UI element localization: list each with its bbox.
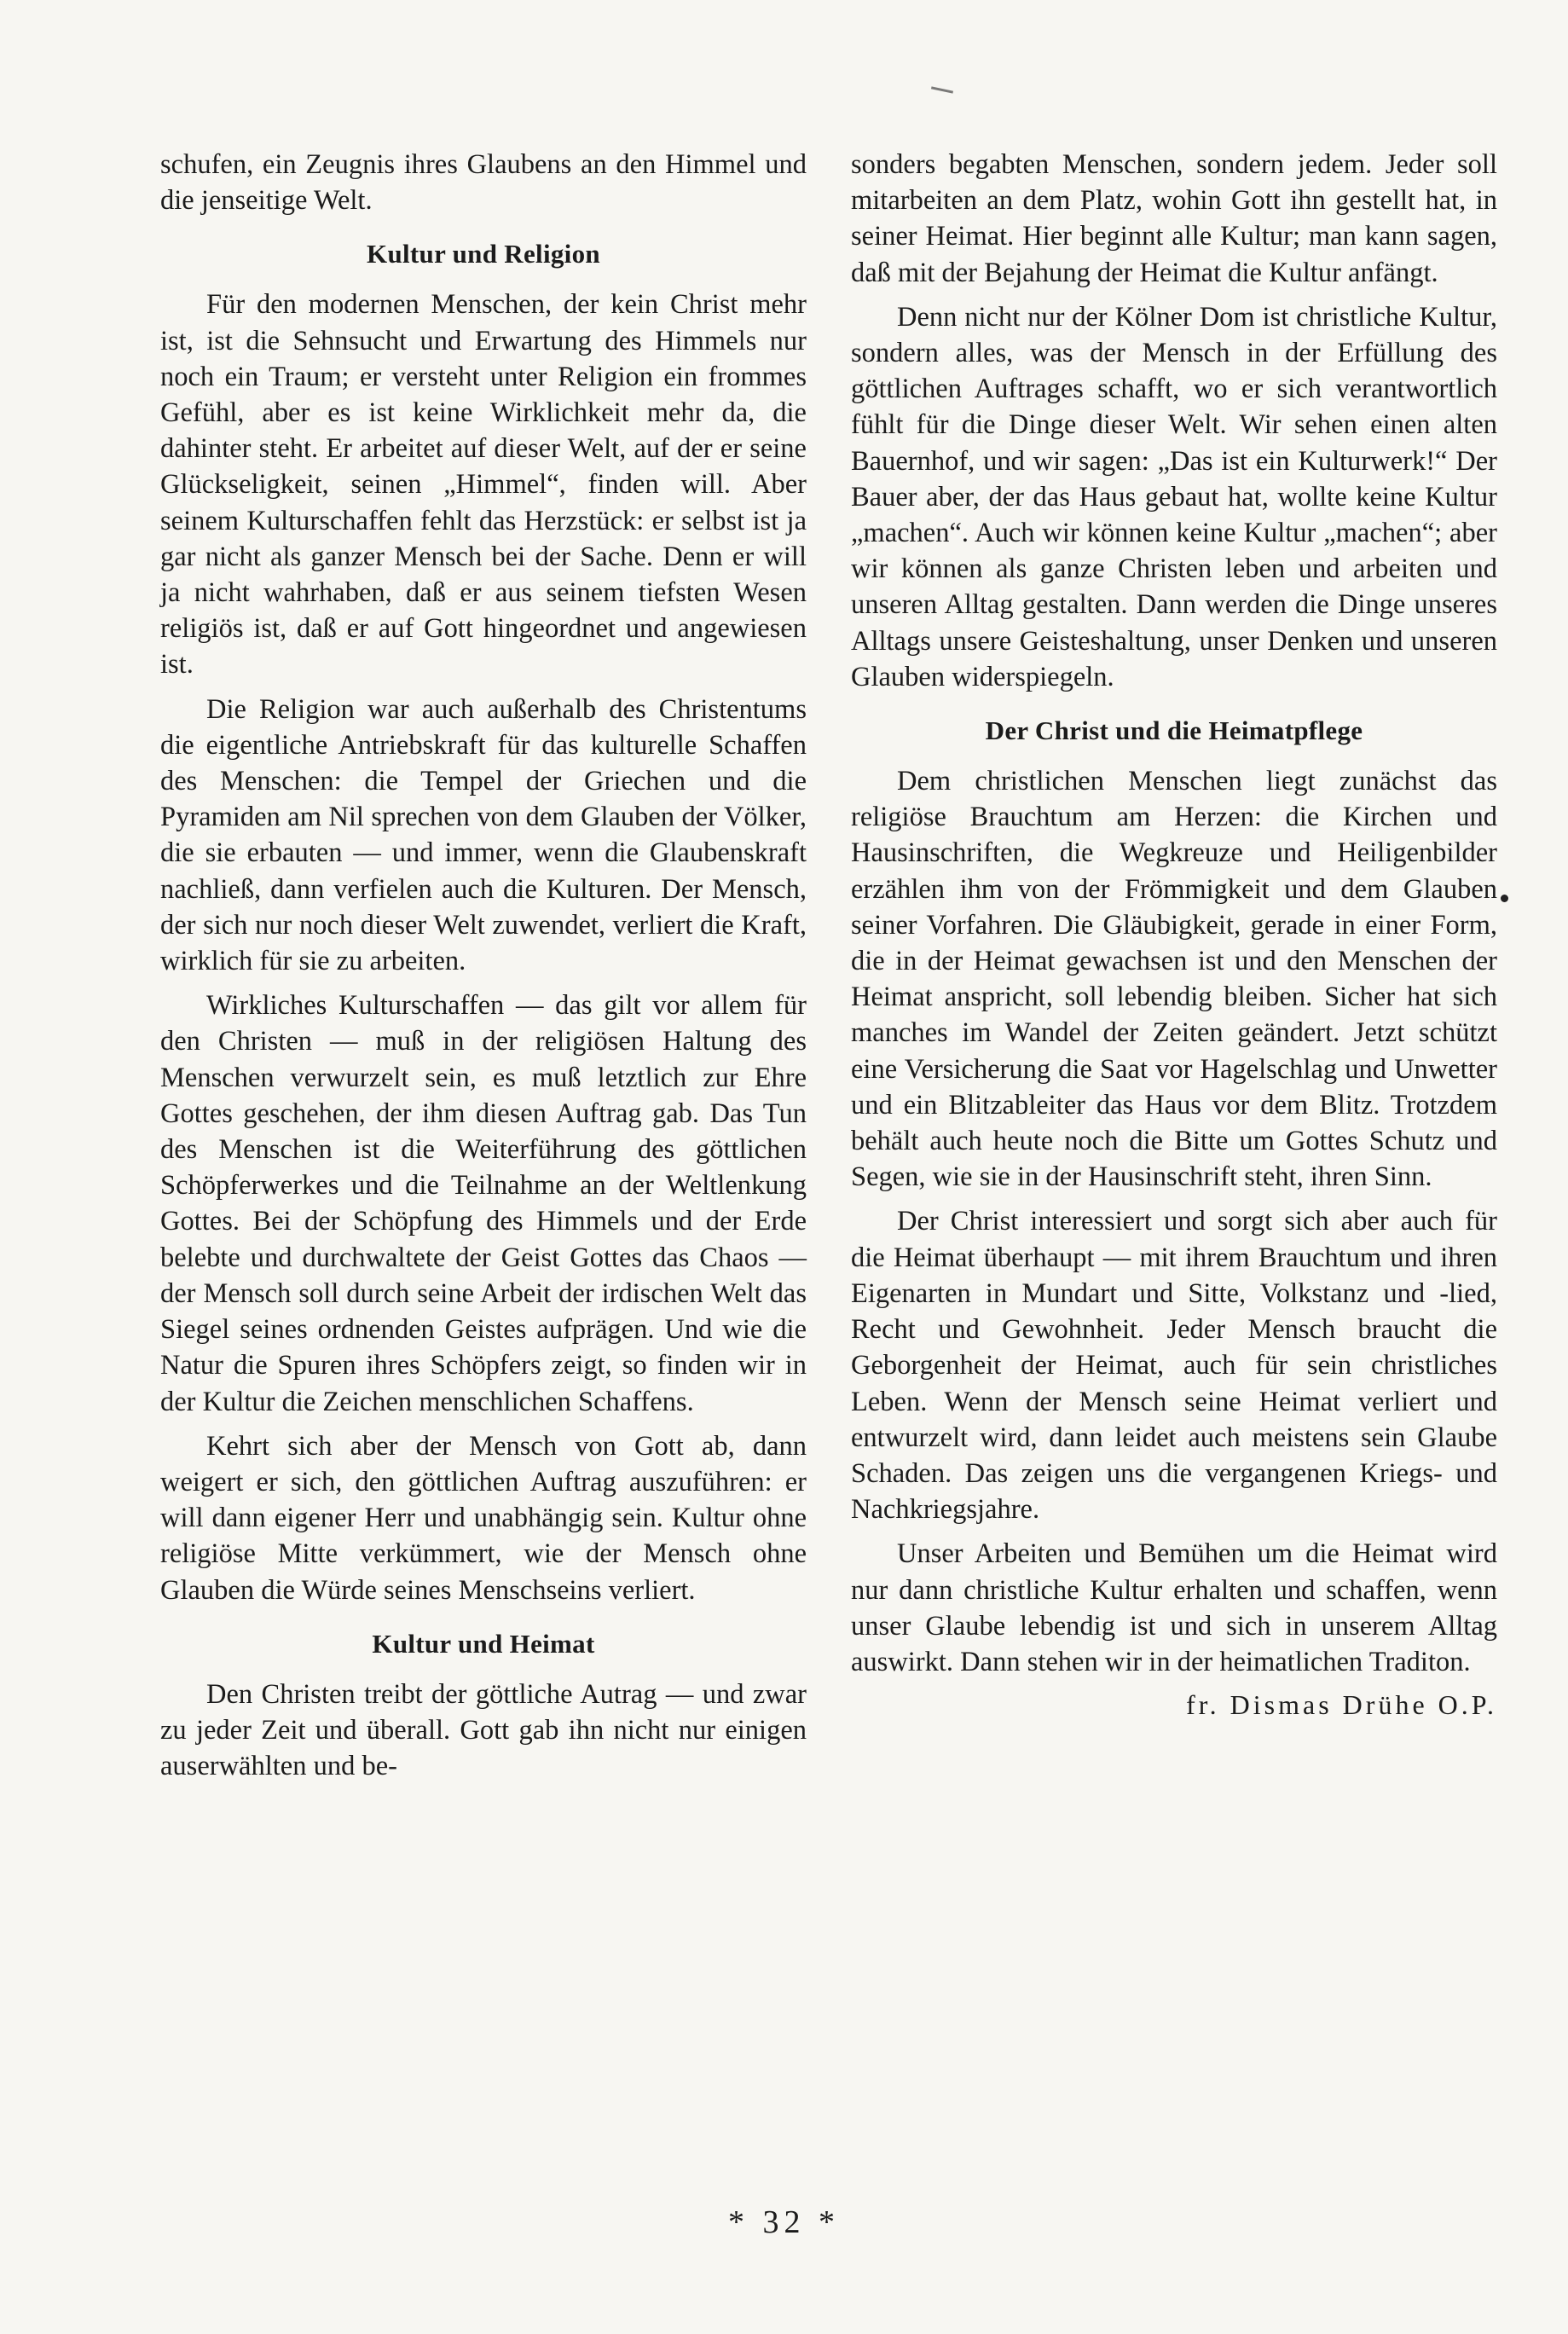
print-mark: [931, 86, 953, 93]
paragraph: schufen, ein Zeugnis ihres Glaubens an den Himmel und die jenseitige Welt.: [160, 149, 807, 217]
left-column: [160, 147, 807, 1784]
section-heading-christ-heimatpflege: Der Christ und die Heimatpflege: [985, 715, 1363, 746]
author-signature: fr. Dismas Drühe O.P.: [1186, 1689, 1497, 1721]
section-heading-kultur-und-religion: Kultur und Religion: [367, 239, 600, 269]
paragraph: Kehrt sich aber der Mensch von Gott ab, dann weigert er sich, den göttlichen Auftrag auszuführen: er will dann eigener Herr und unabhängig sein. Kultur ohne religiöse Mitte verkümmert, wie der Mensch ohne Glauben die Würde seines Menschseins verliert.: [160, 1430, 807, 1606]
section-heading-kultur-und-heimat: Kultur und Heimat: [372, 1628, 595, 1659]
paragraph: sonders begabten Menschen, sondern jedem. Jeder soll mitarbeiten an dem Platz, wohin Gott ihn gestellt hat, in seiner Heimat. Hier beginnt alle Kultur; man kann sagen, daß mit der Bejahung der Heimat die Kultur anfängt.: [851, 149, 1497, 288]
paragraph: Für den modernen Menschen, der kein Christ mehr ist, ist die Sehnsucht und Erwartung des Himmels nur noch ein Traum; er versteht unter Religion ein frommes Gefühl, aber es ist keine Wirklichkeit mehr da, die dahinter steht. Er arbeitet auf dieser Welt, auf der er seine Glückseligkeit, seinen „Himmel“, finden will. Aber seinem Kulturschaffen fehlt das Herzstück: er selbst ist ja gar nicht als ganzer Mensch bei der Sache. Denn er will ja nicht wahrhaben, daß er aus seinem tiefsten Wesen religiös ist, daß er auf Gott hingeordnet und angewiesen ist.: [160, 289, 807, 681]
paragraph: Unser Arbeiten und Bemühen um die Heimat wird nur dann christliche Kultur erhalten und schaffen, wenn unser Glaube lebendig ist und sich in unserem Alltag auswirkt. Dann stehen wir in der heimatlichen Traditon.: [851, 1538, 1497, 1677]
page-number: * 32 *: [728, 2204, 840, 2240]
paragraph: Wirkliches Kulturschaffen — das gilt vor allem für den Christen — muß in der religiösen Haltung des Menschen verwurzelt sein, es muß letztlich zur Ehre Gottes geschehen, der ihm diesen Auftrag gab. Das Tun des Menschen ist die Weiterführung des göttlichen Schöpferwerkes und die Teilnahme an der Weltlenkung Gottes. Bei der Schöpfung des Himmels und der Erde belebte und durchwaltete der Geist Gottes das Chaos — der Mensch soll durch seine Arbeit der irdischen Welt das Siegel seines ordnenden Geistes aufprägen. Und wie die Natur die Spuren ihres Schöpfers zeigt, so finden wir in der Kultur die Zeichen menschlichen Schaffens.: [160, 990, 807, 1417]
right-column: [851, 147, 1497, 1723]
paragraph: Dem christlichen Menschen liegt zunächst das religiöse Brauchtum am Herzen: die Kirchen und Hausinschriften, die Wegkreuze und Heiligenbilder erzählen ihm von der Frömmigkeit und dem Glauben seiner Vorfahren. Die Gläubigkeit, gerade in einer Form, die in der Heimat gewachsen ist und den Menschen der Heimat anspricht, soll lebendig bleiben. Sicher hat sich manches im Wandel der Zeiten geändert. Jetzt schützt eine Versicherung die Saat vor Hagelschlag und Unwetter und ein Blitzableiter das Haus vor dem Blitz. Trotzdem behält auch heute noch die Bitte um Gottes Schutz und Segen, wie sie in der Hausinschrift steht, ihren Sinn.: [851, 766, 1497, 1193]
paragraph: Die Religion war auch außerhalb des Christentums die eigentliche Antriebskraft für das kulturelle Schaffen des Menschen: die Tempel der Griechen und die Pyramiden am Nil sprechen von dem Glauben der Völker, die sie erbauten — und immer, wenn die Glaubenskraft nachließ, dann verfielen auch die Kulturen. Der Mensch, der sich nur noch dieser Welt zuwendet, verliert die Kraft, wirklich für sie zu arbeiten.: [160, 693, 807, 977]
margin-dot: [1501, 895, 1508, 902]
paragraph: Den Christen treibt der göttliche Autrag — und zwar zu jeder Zeit und überall. Gott gab ihn nicht nur einigen auserwählten und be-: [160, 1678, 807, 1782]
paragraph: Der Christ interessiert und sorgt sich aber auch für die Heimat überhaupt — mit ihrem Brauchtum und ihren Eigenarten in Mundart und Sitte, Volkstanz und -lied, Recht und Gewohnheit. Jeder Mensch braucht die Geborgenheit der Heimat, auch für sein christliches Leben. Wenn der Mensch seine Heimat verliert und entwurzelt wird, dann leidet auch meistens sein Glaube Schaden. Das zeigen uns die vergangenen Kriegs- und Nachkriegsjahre.: [851, 1206, 1497, 1526]
paragraph: Denn nicht nur der Kölner Dom ist christliche Kultur, sondern alles, was der Mensch in der Erfüllung des göttlichen Auftrages schafft, wo er sich verantwortlich fühlt für die Dinge dieser Welt. Wir sehen einen alten Bauernhof, und wir sagen: „Das ist ein Kulturwerk!“ Der Bauer aber, der das Haus gebaut hat, wollte keine Kultur „machen“. Auch wir können keine Kultur „machen“; aber wir können als ganze Christen leben und arbeiten und unseren Alltag gestalten. Dann werden die Dinge unseres Alltags unsere Geisteshaltung, unser Denken und unseren Glauben widerspiegeln.: [851, 301, 1497, 692]
